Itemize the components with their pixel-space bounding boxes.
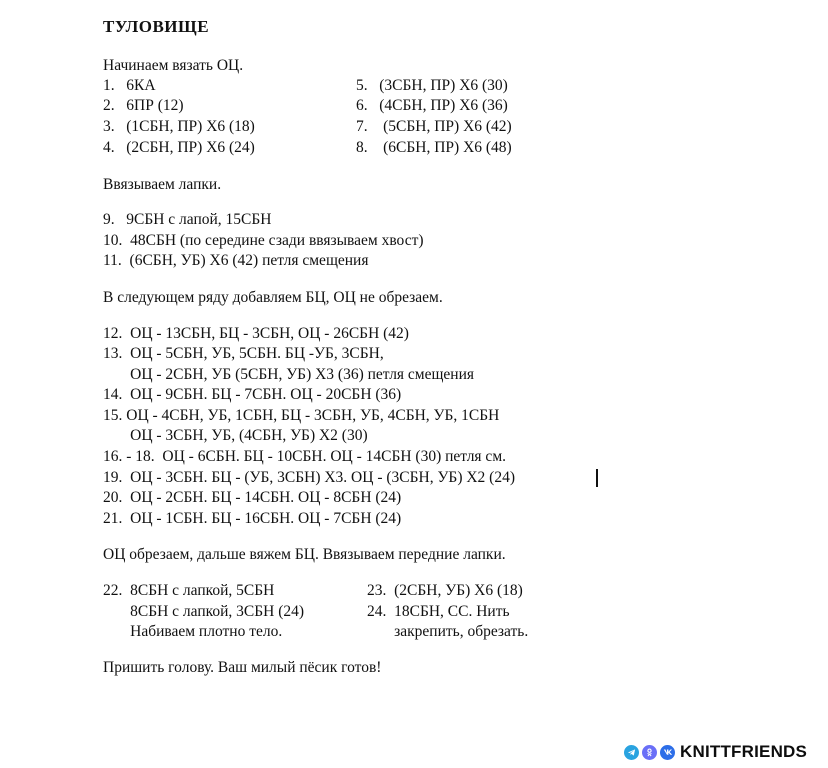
row-11: 11. (6СБН, УБ) Х6 (42) петля смещения xyxy=(103,252,369,269)
row-5: 5. (3СБН, ПР) Х6 (30) xyxy=(356,77,508,94)
intro-text: Начинаем вязать ОЦ. xyxy=(103,57,244,74)
legs-note: Ввязываем лапки. xyxy=(103,176,222,193)
row-23: 23. (2СБН, УБ) Х6 (18) xyxy=(367,582,523,599)
row-20: 20. ОЦ - 2СБН. БЦ - 14СБН. ОЦ - 8СБН (24) xyxy=(103,489,402,506)
page-title: ТУЛОВИЩЕ xyxy=(103,17,210,36)
telegram-icon xyxy=(624,745,639,760)
row-1: 1. 6КА xyxy=(103,77,156,94)
row-19: 19. ОЦ - 3СБН. БЦ - (УБ, 3СБН) Х3. ОЦ - (3СБН, УБ) Х2 (24) xyxy=(103,469,516,486)
row-22: 22. 8СБН с лапкой, 5СБН xyxy=(103,582,275,599)
row-21: 21. ОЦ - 1СБН. БЦ - 16СБН. ОЦ - 7СБН (24) xyxy=(103,510,402,527)
row-2: 2. 6ПР (12) xyxy=(103,97,184,114)
row-24-cont: закрепить, обрезать. xyxy=(367,623,529,640)
row-3: 3. (1СБН, ПР) Х6 (18) xyxy=(103,118,255,135)
row-22-cont: 8СБН с лапкой, 3СБН (24) xyxy=(103,603,305,620)
row-4: 4. (2СБН, ПР) Х6 (24) xyxy=(103,139,255,156)
brand-name: KNITTFRIENDS xyxy=(680,742,808,761)
row-8: 8. (6СБН, ПР) Х6 (48) xyxy=(356,139,512,156)
odnoklassniki-icon xyxy=(642,745,657,760)
row-16-18: 16. - 18. ОЦ - 6СБН. БЦ - 10СБН. ОЦ - 14СБН (30) петля см. xyxy=(103,448,506,465)
row-22-stuffing: Набиваем плотно тело. xyxy=(103,623,283,640)
final-note: Пришить голову. Ваш милый пёсик готов! xyxy=(103,659,382,676)
row-15: 15. ОЦ - 4СБН, УБ, 1СБН, БЦ - 3СБН, УБ, 4СБН, УБ, 1СБН xyxy=(103,407,500,424)
brand-watermark xyxy=(624,742,807,762)
text-cursor xyxy=(596,469,598,487)
row-15-cont: ОЦ - 3СБН, УБ, (4СБН, УБ) Х2 (30) xyxy=(103,427,368,444)
row-7: 7. (5СБН, ПР) Х6 (42) xyxy=(356,118,512,135)
row-6: 6. (4СБН, ПР) Х6 (36) xyxy=(356,97,508,114)
row-24: 24. 18СБН, СС. Нить xyxy=(367,603,510,620)
row-12: 12. ОЦ - 13СБН, БЦ - 3СБН, ОЦ - 26СБН (42) xyxy=(103,325,409,342)
row-13-cont: ОЦ - 2СБН, УБ (5СБН, УБ) Х3 (36) петля смещения xyxy=(103,366,475,383)
vk-icon xyxy=(660,745,675,760)
row-9: 9. 9СБН с лапой, 15СБН xyxy=(103,211,272,228)
front-note: ОЦ обрезаем, дальше вяжем БЦ. Ввязываем передние лапки. xyxy=(103,546,506,563)
row-13: 13. ОЦ - 5СБН, УБ, 5СБН. БЦ -УБ, 3СБН, xyxy=(103,345,384,362)
row-14: 14. ОЦ - 9СБН. БЦ - 7СБН. ОЦ - 20СБН (36) xyxy=(103,386,402,403)
row-10: 10. 48СБН (по середине сзади ввязываем хвост) xyxy=(103,232,424,249)
bc-note: В следующем ряду добавляем БЦ, ОЦ не обрезаем. xyxy=(103,289,443,306)
